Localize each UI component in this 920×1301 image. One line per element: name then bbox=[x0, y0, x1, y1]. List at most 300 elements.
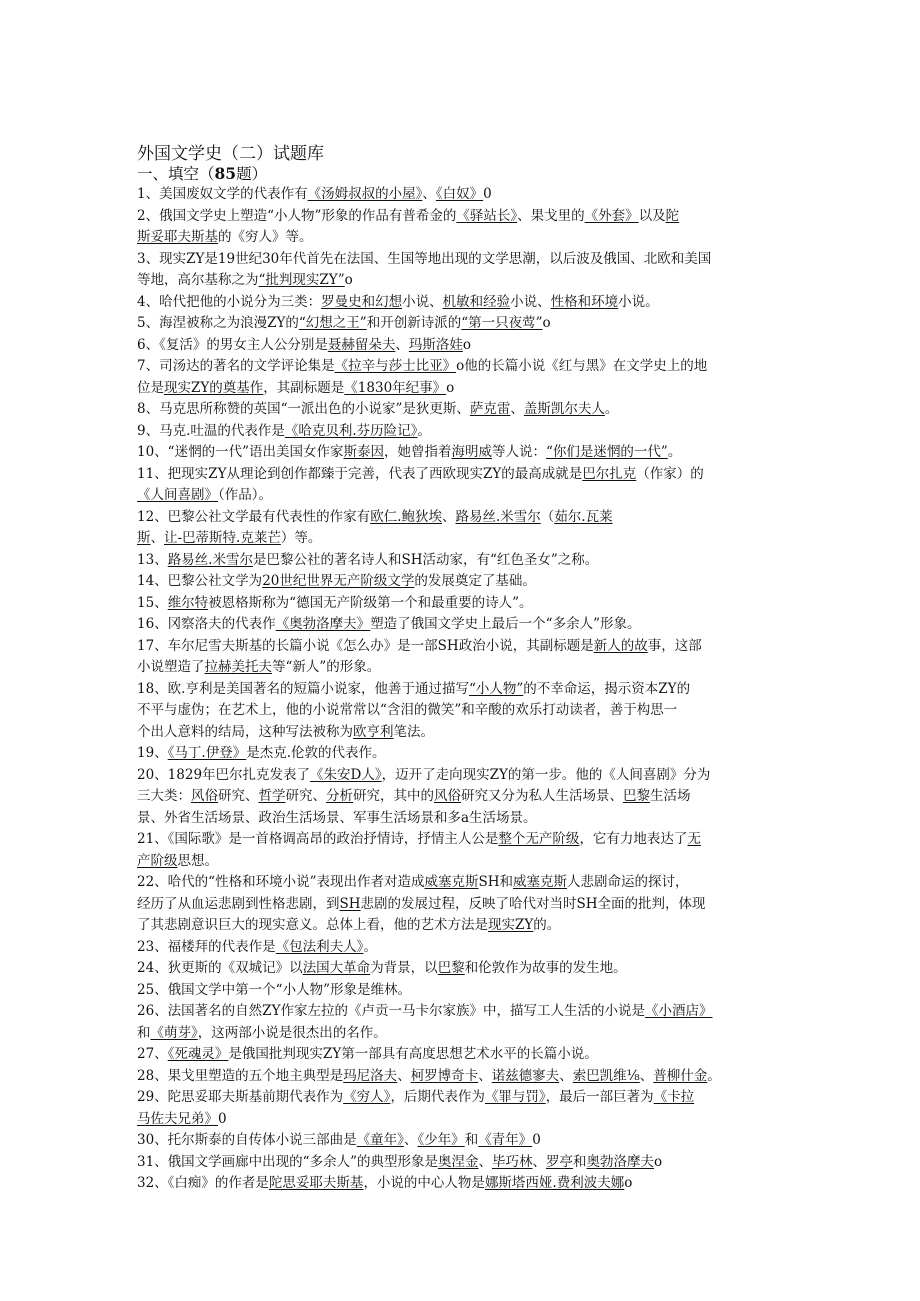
question-line bbox=[137, 722, 797, 744]
question-text: 等“新人”的形象。 bbox=[272, 659, 381, 675]
answer-text: 奥勃洛摩夫 bbox=[586, 1153, 654, 1170]
question-text: 人悲剧命运的探讨， bbox=[567, 874, 689, 890]
question-text: 、哈代把他的小说分为三类： bbox=[145, 293, 322, 310]
question-item bbox=[137, 958, 797, 980]
question-text: 、俄国文学中第一个“小人物”形象是维林。 bbox=[154, 981, 411, 998]
answer-text: 普柳什金 bbox=[653, 1067, 708, 1084]
question-line bbox=[137, 1066, 797, 1088]
question-number: 12 bbox=[137, 508, 155, 525]
question-item bbox=[137, 872, 797, 937]
question-text: 、《白痴》的作者是 bbox=[154, 1175, 269, 1191]
question-number: 6 bbox=[137, 336, 146, 353]
question-text: 、果戈里塑造的五个地主典型是 bbox=[154, 1067, 344, 1084]
answer-text: 盖斯凯尔夫人 bbox=[523, 401, 605, 417]
question-number: 23 bbox=[137, 938, 155, 955]
question-text: 、 bbox=[478, 1153, 492, 1170]
question-line bbox=[137, 571, 797, 593]
question-text: 、冈察洛夫的代表作 bbox=[154, 616, 276, 632]
question-line bbox=[137, 829, 797, 851]
answer-text: 聂赫留朵夫 bbox=[327, 336, 396, 353]
question-number: 30 bbox=[137, 1132, 155, 1148]
answer-text: 《人间喜剧》 bbox=[137, 487, 218, 503]
question-text: 以及 bbox=[638, 207, 666, 224]
question-text: 、美国废奴文学的代表作有 bbox=[145, 186, 308, 202]
question-item bbox=[137, 464, 797, 507]
question-text: 生活场 bbox=[650, 788, 691, 804]
answer-text: 索巴凯维⅛ bbox=[572, 1067, 640, 1084]
question-item bbox=[137, 1001, 797, 1044]
question-text: 。 bbox=[707, 1067, 721, 1084]
question-line bbox=[137, 270, 797, 292]
question-text: 、 bbox=[395, 336, 409, 353]
question-number: 24 bbox=[137, 960, 155, 976]
question-item bbox=[137, 1173, 797, 1195]
question-number: 5 bbox=[137, 315, 146, 331]
question-text: 、 bbox=[422, 186, 436, 202]
answer-text: 陀 bbox=[665, 207, 680, 224]
question-line bbox=[137, 657, 797, 679]
question-text: 的发展奠定了基础。 bbox=[414, 573, 536, 589]
answer-text: 产阶级 bbox=[137, 852, 178, 869]
answer-text: 巴黎 bbox=[437, 960, 465, 976]
question-line bbox=[137, 614, 797, 636]
question-line bbox=[137, 421, 797, 443]
question-item bbox=[137, 1087, 797, 1130]
question-text: 0 bbox=[483, 186, 492, 202]
question-text: 、《复活》的男女主人公分别是 bbox=[145, 336, 328, 353]
question-line bbox=[137, 743, 797, 765]
answer-text: 让-巴蒂斯特.克莱芒 bbox=[164, 530, 281, 546]
question-item bbox=[137, 356, 797, 399]
question-item bbox=[137, 1066, 797, 1088]
question-text: 。 bbox=[417, 422, 431, 439]
question-number: 25 bbox=[137, 981, 155, 998]
answer-text: 萨克雷 bbox=[469, 401, 511, 417]
answer-text: 路易丝.米雪尔 bbox=[455, 508, 541, 525]
question-text: 、“迷惘的一代”语出美国女作家 bbox=[154, 444, 344, 460]
answer-text: 整个无产阶级 bbox=[498, 831, 580, 847]
question-text: 不平与虚伪；在艺术上，他的小说常常以“含泪的微笑”和辛酸的欢乐打动读者，善于构思一 bbox=[137, 702, 678, 718]
answer-text: 维尔特 bbox=[167, 594, 209, 611]
question-item bbox=[137, 679, 797, 744]
question-text: 、 bbox=[403, 1132, 418, 1148]
question-line bbox=[137, 227, 797, 249]
question-item bbox=[137, 743, 797, 765]
question-text: 研究，其中的 bbox=[353, 788, 434, 804]
question-text: 被恩格斯称为“德国无产阶级第一个和最重要的诗人”。 bbox=[208, 594, 533, 611]
question-text: ，它有力地表达了 bbox=[579, 831, 688, 847]
question-line bbox=[137, 636, 797, 658]
question-text: 是巴黎公社的著名诗人和SH活动家，有“红色圣女”之称。 bbox=[252, 551, 599, 568]
question-line bbox=[137, 399, 797, 421]
answer-text: 新人的故 bbox=[593, 637, 648, 654]
question-text: o bbox=[446, 379, 455, 396]
question-text: （作品）。 bbox=[218, 487, 272, 503]
question-item bbox=[137, 593, 797, 615]
answer-text: “批判现实ZY” bbox=[258, 272, 345, 288]
question-item bbox=[137, 571, 797, 593]
question-item bbox=[137, 335, 797, 357]
question-number: 15 bbox=[137, 594, 155, 611]
question-text: 、马克.吐温的代表作是 bbox=[145, 422, 285, 439]
question-text: 塑造了俄国文学史上最后一个“多余人”形象。 bbox=[370, 616, 641, 632]
question-text: o bbox=[462, 336, 471, 353]
question-line bbox=[137, 356, 797, 378]
answer-text: 现实ZY的奠基作 bbox=[164, 379, 264, 396]
question-text: ，小说的中心人物是 bbox=[363, 1175, 485, 1191]
answer-text: 罗亭 bbox=[546, 1153, 573, 1170]
answer-text: 玛尼洛夫 bbox=[343, 1067, 398, 1084]
question-item bbox=[137, 206, 797, 249]
question-text: 0 bbox=[532, 1132, 541, 1148]
question-number: 2 bbox=[137, 207, 146, 224]
question-text: 悲剧的发展过程，反映了哈代对当时SH全面的批判，体现 bbox=[360, 895, 706, 912]
question-item bbox=[137, 765, 797, 830]
question-text: ，其副标题是 bbox=[263, 379, 345, 396]
question-item bbox=[137, 937, 797, 959]
question-number: 27 bbox=[137, 1046, 155, 1062]
answer-text: 娜斯塔西娅.费利波夫娜 bbox=[484, 1175, 625, 1191]
question-text: 、俄国文学画廊中出现的“多余人”的典型形象是 bbox=[154, 1153, 438, 1170]
question-item bbox=[137, 249, 797, 292]
question-text: 、马克思所称赞的英国“一派出色的小说家”是狄更斯、 bbox=[145, 401, 470, 417]
question-line bbox=[137, 915, 797, 937]
question-text: 事，这部 bbox=[647, 637, 702, 654]
question-number: 3 bbox=[137, 250, 146, 267]
question-number: 28 bbox=[137, 1067, 155, 1084]
question-text: 、欧.亨利是美国著名的短篇小说家，他善于通过描写 bbox=[154, 680, 469, 697]
question-item bbox=[137, 507, 797, 550]
answer-text: 《外套》 bbox=[584, 207, 639, 224]
question-line bbox=[137, 851, 797, 873]
question-text: 小说、 bbox=[510, 293, 551, 310]
question-line bbox=[137, 786, 797, 808]
question-text: 位是 bbox=[137, 379, 164, 396]
question-text: 、巴黎公社文学最有代表性的作家有 bbox=[154, 508, 371, 525]
answer-text: SH bbox=[339, 895, 361, 912]
question-text: 、 bbox=[154, 1046, 168, 1062]
question-line bbox=[137, 872, 797, 894]
question-item bbox=[137, 980, 797, 1002]
question-text: 是杰克.伦敦的代表作。 bbox=[246, 745, 386, 761]
answer-text: 《少年》 bbox=[417, 1132, 465, 1148]
question-text: 小说、 bbox=[402, 293, 443, 310]
question-line bbox=[137, 1109, 797, 1131]
answer-text: 欧仁.鲍狄埃 bbox=[370, 508, 442, 525]
question-text: 和 bbox=[573, 1153, 587, 1170]
page-title: 外国文学史（二）试题库 bbox=[137, 144, 324, 164]
question-line bbox=[137, 1173, 797, 1195]
question-line bbox=[137, 1152, 797, 1174]
question-line bbox=[137, 550, 797, 572]
question-text: 、 bbox=[559, 1067, 573, 1084]
answer-text: 现实ZY bbox=[488, 917, 534, 933]
question-text: 的。 bbox=[533, 917, 561, 933]
question-text: 和伦敦作为故事的发生地。 bbox=[464, 960, 627, 976]
question-item bbox=[137, 399, 797, 421]
question-text: 、 bbox=[532, 1153, 546, 1170]
answer-text: “你们是迷惘的一代” bbox=[546, 444, 668, 460]
question-text: （ bbox=[540, 508, 555, 525]
answer-text: “小人物” bbox=[468, 680, 524, 697]
answer-text: 《1830年纪事》 bbox=[344, 379, 447, 396]
question-text: 、托尔斯泰的自传体小说三部曲是 bbox=[154, 1132, 357, 1148]
question-number: 29 bbox=[137, 1089, 155, 1105]
question-text: 、俄国文学史上塑造“小人物”形象的作品有普希金的 bbox=[145, 207, 457, 224]
question-line bbox=[137, 313, 797, 335]
question-number: 22 bbox=[137, 874, 155, 890]
question-number: 18 bbox=[137, 680, 155, 697]
question-text: SH和 bbox=[478, 874, 514, 890]
question-text: 三大类： bbox=[137, 788, 191, 804]
answer-text: 《萌芽》 bbox=[150, 1024, 198, 1041]
question-text: （作家）的 bbox=[636, 465, 704, 482]
question-text: ，最后一部巨著为 bbox=[545, 1089, 654, 1105]
question-line bbox=[137, 894, 797, 916]
question-text: 、 bbox=[150, 530, 164, 546]
question-number: 31 bbox=[137, 1153, 155, 1170]
question-line bbox=[137, 507, 797, 529]
question-text: 景、外省生活场景、政治生活场景、军事生活场景和多a生活场景。 bbox=[137, 809, 537, 826]
section-heading-prefix: 一、填空（ bbox=[137, 165, 215, 183]
question-line bbox=[137, 937, 797, 959]
answer-text: 巴尔扎克 bbox=[582, 465, 637, 482]
question-text: 、哈代的“性格和环境小说”表现出作者对造成 bbox=[154, 874, 425, 890]
answer-text: 《白奴》 bbox=[435, 186, 484, 202]
answer-text: 《哈克贝利.芬历险记》 bbox=[284, 422, 418, 439]
question-number: 21 bbox=[137, 831, 155, 847]
question-text: 、陀思妥耶夫斯基前期代表作为 bbox=[154, 1089, 344, 1105]
answer-text: 分析 bbox=[326, 788, 353, 804]
answer-text: 欧亨利 bbox=[353, 723, 394, 740]
question-line bbox=[137, 679, 797, 701]
question-number: 7 bbox=[137, 358, 146, 374]
question-line bbox=[137, 335, 797, 357]
answer-text: 《奥勃洛摩夫》 bbox=[275, 616, 371, 632]
question-text: 和 bbox=[464, 1132, 479, 1148]
answer-text: 《小酒店》 bbox=[644, 1003, 713, 1019]
question-text: 。 bbox=[363, 938, 377, 955]
question-text: 、 bbox=[154, 745, 168, 761]
question-text: 小说。 bbox=[618, 293, 659, 310]
question-text: 为背景，以 bbox=[370, 960, 438, 976]
question-line bbox=[137, 378, 797, 400]
question-text: 。 bbox=[667, 444, 682, 460]
question-text: 0 bbox=[218, 1110, 227, 1127]
question-line bbox=[137, 206, 797, 228]
question-line bbox=[137, 1087, 797, 1109]
answer-text: 海明威 bbox=[451, 444, 492, 460]
answer-text: 茹尔.瓦莱 bbox=[554, 508, 613, 525]
question-text: 研究、 bbox=[218, 788, 259, 804]
question-text: 、 bbox=[639, 1067, 654, 1084]
answer-text: 斯 bbox=[137, 530, 151, 546]
question-text: o bbox=[654, 1153, 663, 1170]
answer-text: 玛斯洛娃 bbox=[408, 336, 463, 353]
question-text: 、海涅被称之为浪漫ZY的 bbox=[145, 315, 299, 331]
answer-text: 《罪与罚》 bbox=[484, 1089, 546, 1105]
question-line bbox=[137, 292, 797, 314]
question-count: 85 bbox=[214, 164, 237, 183]
question-text: 。 bbox=[604, 401, 619, 417]
question-item bbox=[137, 550, 797, 572]
question-number: 16 bbox=[137, 616, 155, 632]
answer-text: 20世纪世界无产阶级文学 bbox=[262, 573, 415, 589]
answer-text: 威塞克斯 bbox=[513, 874, 568, 890]
question-item bbox=[137, 313, 797, 335]
question-number: 1 bbox=[137, 186, 146, 202]
answer-text: 法国大革命 bbox=[302, 960, 371, 976]
answer-text: 巴黎 bbox=[623, 788, 650, 804]
question-text: 、 bbox=[154, 594, 168, 611]
question-line bbox=[137, 464, 797, 486]
question-number: 14 bbox=[137, 573, 155, 589]
question-text: 经历了从血运悲剧到性格悲剧，到 bbox=[137, 895, 340, 912]
question-text: ，这两部小说是很杰出的名作。 bbox=[197, 1024, 387, 1041]
answer-text: 马佐夫兄弟》 bbox=[137, 1110, 218, 1127]
question-text: 研究又分为私人生活场景、 bbox=[461, 788, 623, 804]
answer-text: “第一只夜莺” bbox=[461, 315, 543, 331]
question-number: 10 bbox=[137, 444, 155, 460]
question-text: 、车尔尼雪夫斯基的长篇小说《怎么办》是一部SH政治小说，其副标题是 bbox=[154, 637, 594, 654]
question-text: ，后期代表作为 bbox=[390, 1089, 485, 1105]
question-line bbox=[137, 442, 797, 464]
question-text: 等地，高尔基称之为 bbox=[137, 272, 259, 288]
question-line bbox=[137, 593, 797, 615]
question-item bbox=[137, 1152, 797, 1174]
question-text: 是俄国批判现实ZY第一部具有高度思想艺术水平的长篇小说。 bbox=[228, 1046, 598, 1062]
question-text: 、果戈里的 bbox=[517, 207, 585, 224]
question-text: 小说塑造了 bbox=[137, 659, 205, 675]
question-text: o bbox=[344, 272, 353, 288]
answer-text: 威塞克斯 bbox=[424, 874, 479, 890]
question-number: 32 bbox=[137, 1175, 155, 1191]
answer-text: 无 bbox=[687, 831, 701, 847]
answer-text: 《卡拉 bbox=[653, 1089, 695, 1105]
answer-text: 拉赫美托夫 bbox=[204, 659, 272, 675]
question-line bbox=[137, 958, 797, 980]
question-text: 个出人意料的结局，这种写法被称为 bbox=[137, 723, 353, 740]
answer-text: 风俗 bbox=[191, 788, 218, 804]
question-line bbox=[137, 485, 797, 507]
answer-text: 奥涅金 bbox=[438, 1153, 479, 1170]
question-number: 26 bbox=[137, 1003, 155, 1019]
section-heading-suffix: 题） bbox=[236, 165, 268, 183]
answer-text: 《朱安D人》 bbox=[310, 766, 382, 783]
question-number: 13 bbox=[137, 551, 155, 568]
question-line bbox=[137, 184, 797, 206]
answer-text: 《童年》 bbox=[356, 1132, 404, 1148]
question-text: 、把现实ZY从理论到创作都臻于完善，代表了西欧现实ZY的最高成就是 bbox=[154, 465, 583, 482]
question-line bbox=[137, 1023, 797, 1045]
question-item bbox=[137, 292, 797, 314]
question-number: 19 bbox=[137, 745, 155, 761]
answer-text: 机敏和经验 bbox=[442, 293, 511, 310]
answer-text: “幻想之王” bbox=[298, 315, 367, 331]
question-text: 、法国著名的自然ZY作家左拉的《卢贡一马卡尔家族》中，描写工人生活的小说是 bbox=[154, 1003, 645, 1019]
question-line bbox=[137, 980, 797, 1002]
question-line bbox=[137, 1044, 797, 1066]
question-item bbox=[137, 184, 797, 206]
question-line bbox=[137, 765, 797, 787]
question-text: 、1829年巴尔扎克发表了 bbox=[154, 766, 311, 783]
answer-text: 《驿站长》 bbox=[456, 207, 518, 224]
question-item bbox=[137, 442, 797, 464]
question-text: 、司汤达的著名的文学评论集是 bbox=[145, 358, 335, 374]
question-text: o bbox=[456, 358, 465, 374]
question-line bbox=[137, 700, 797, 722]
answer-text: 《汤姆叔叔的小屋》 bbox=[307, 186, 423, 202]
question-text: 、 bbox=[510, 401, 524, 417]
question-number: 4 bbox=[137, 293, 146, 310]
question-item bbox=[137, 829, 797, 872]
answer-text: 罗曼史和幻想 bbox=[321, 293, 403, 310]
question-line bbox=[137, 808, 797, 830]
question-text: 的不幸命运，揭示资本ZY的 bbox=[523, 680, 691, 697]
question-text: 和 bbox=[137, 1024, 151, 1041]
answer-text: 《青年》 bbox=[478, 1132, 533, 1148]
question-number: 17 bbox=[137, 637, 155, 654]
answer-text: 斯泰因 bbox=[343, 444, 384, 460]
answer-text: 路易丝.米雪尔 bbox=[167, 551, 253, 568]
question-text: 他的长篇小说《红与黑》在文学史上的地 bbox=[464, 358, 708, 374]
answer-text: 斯妥耶夫斯基 bbox=[137, 229, 218, 245]
question-list bbox=[137, 184, 797, 1195]
answer-text: 性格和环境 bbox=[550, 293, 619, 310]
question-text: 和开创新诗派的 bbox=[366, 315, 462, 331]
answer-text: 《穷人》 bbox=[343, 1089, 391, 1105]
question-text: ，她曾指着 bbox=[384, 444, 452, 460]
question-item bbox=[137, 614, 797, 636]
answer-text: 风俗 bbox=[434, 788, 461, 804]
question-text: 、狄更斯的《双城记》以 bbox=[154, 960, 303, 976]
question-text: 的《穷人》等。 bbox=[218, 229, 313, 245]
question-text: o bbox=[542, 315, 551, 331]
question-item bbox=[137, 1044, 797, 1066]
question-number: 9 bbox=[137, 422, 146, 439]
question-text: 笔法。 bbox=[393, 723, 434, 740]
question-text: 、巴黎公社文学为 bbox=[154, 573, 263, 589]
question-text: 、 bbox=[441, 508, 456, 525]
question-number: 11 bbox=[137, 465, 155, 482]
question-text: 、 bbox=[397, 1067, 411, 1084]
answer-text: 哲学 bbox=[258, 788, 286, 804]
question-text: ）等。 bbox=[280, 530, 322, 546]
question-line bbox=[137, 1001, 797, 1023]
question-text: 、 bbox=[154, 551, 168, 568]
question-number: 8 bbox=[137, 401, 146, 417]
answer-text: 《马丁.伊登》 bbox=[167, 745, 247, 761]
question-number: 20 bbox=[137, 766, 155, 783]
answer-text: 《拉辛与莎士比亚》 bbox=[334, 358, 457, 374]
question-line bbox=[137, 1130, 797, 1152]
question-item bbox=[137, 1130, 797, 1152]
question-text: 了其悲剧意识巨大的现实意义。总体上看，他的艺术方法是 bbox=[137, 917, 488, 933]
question-item bbox=[137, 421, 797, 443]
question-text: 、 bbox=[478, 1067, 492, 1084]
answer-text: 《死魂灵》 bbox=[167, 1046, 229, 1062]
question-text: 思想。 bbox=[177, 852, 218, 869]
question-text: 等人说： bbox=[492, 444, 546, 460]
question-text: 、现实ZY是19世纪30年代首先在法国、生国等地出现的文学思潮，以后波及俄国、北欧和美国 bbox=[145, 250, 712, 267]
question-text: 研究、 bbox=[285, 788, 326, 804]
answer-text: 毕巧林 bbox=[492, 1153, 533, 1170]
question-text: o bbox=[624, 1175, 633, 1191]
question-text: 、福楼拜的代表作是 bbox=[154, 938, 276, 955]
question-line bbox=[137, 528, 797, 550]
section-heading bbox=[137, 164, 797, 184]
answer-text: 陀思妥耶夫斯基 bbox=[268, 1175, 364, 1191]
